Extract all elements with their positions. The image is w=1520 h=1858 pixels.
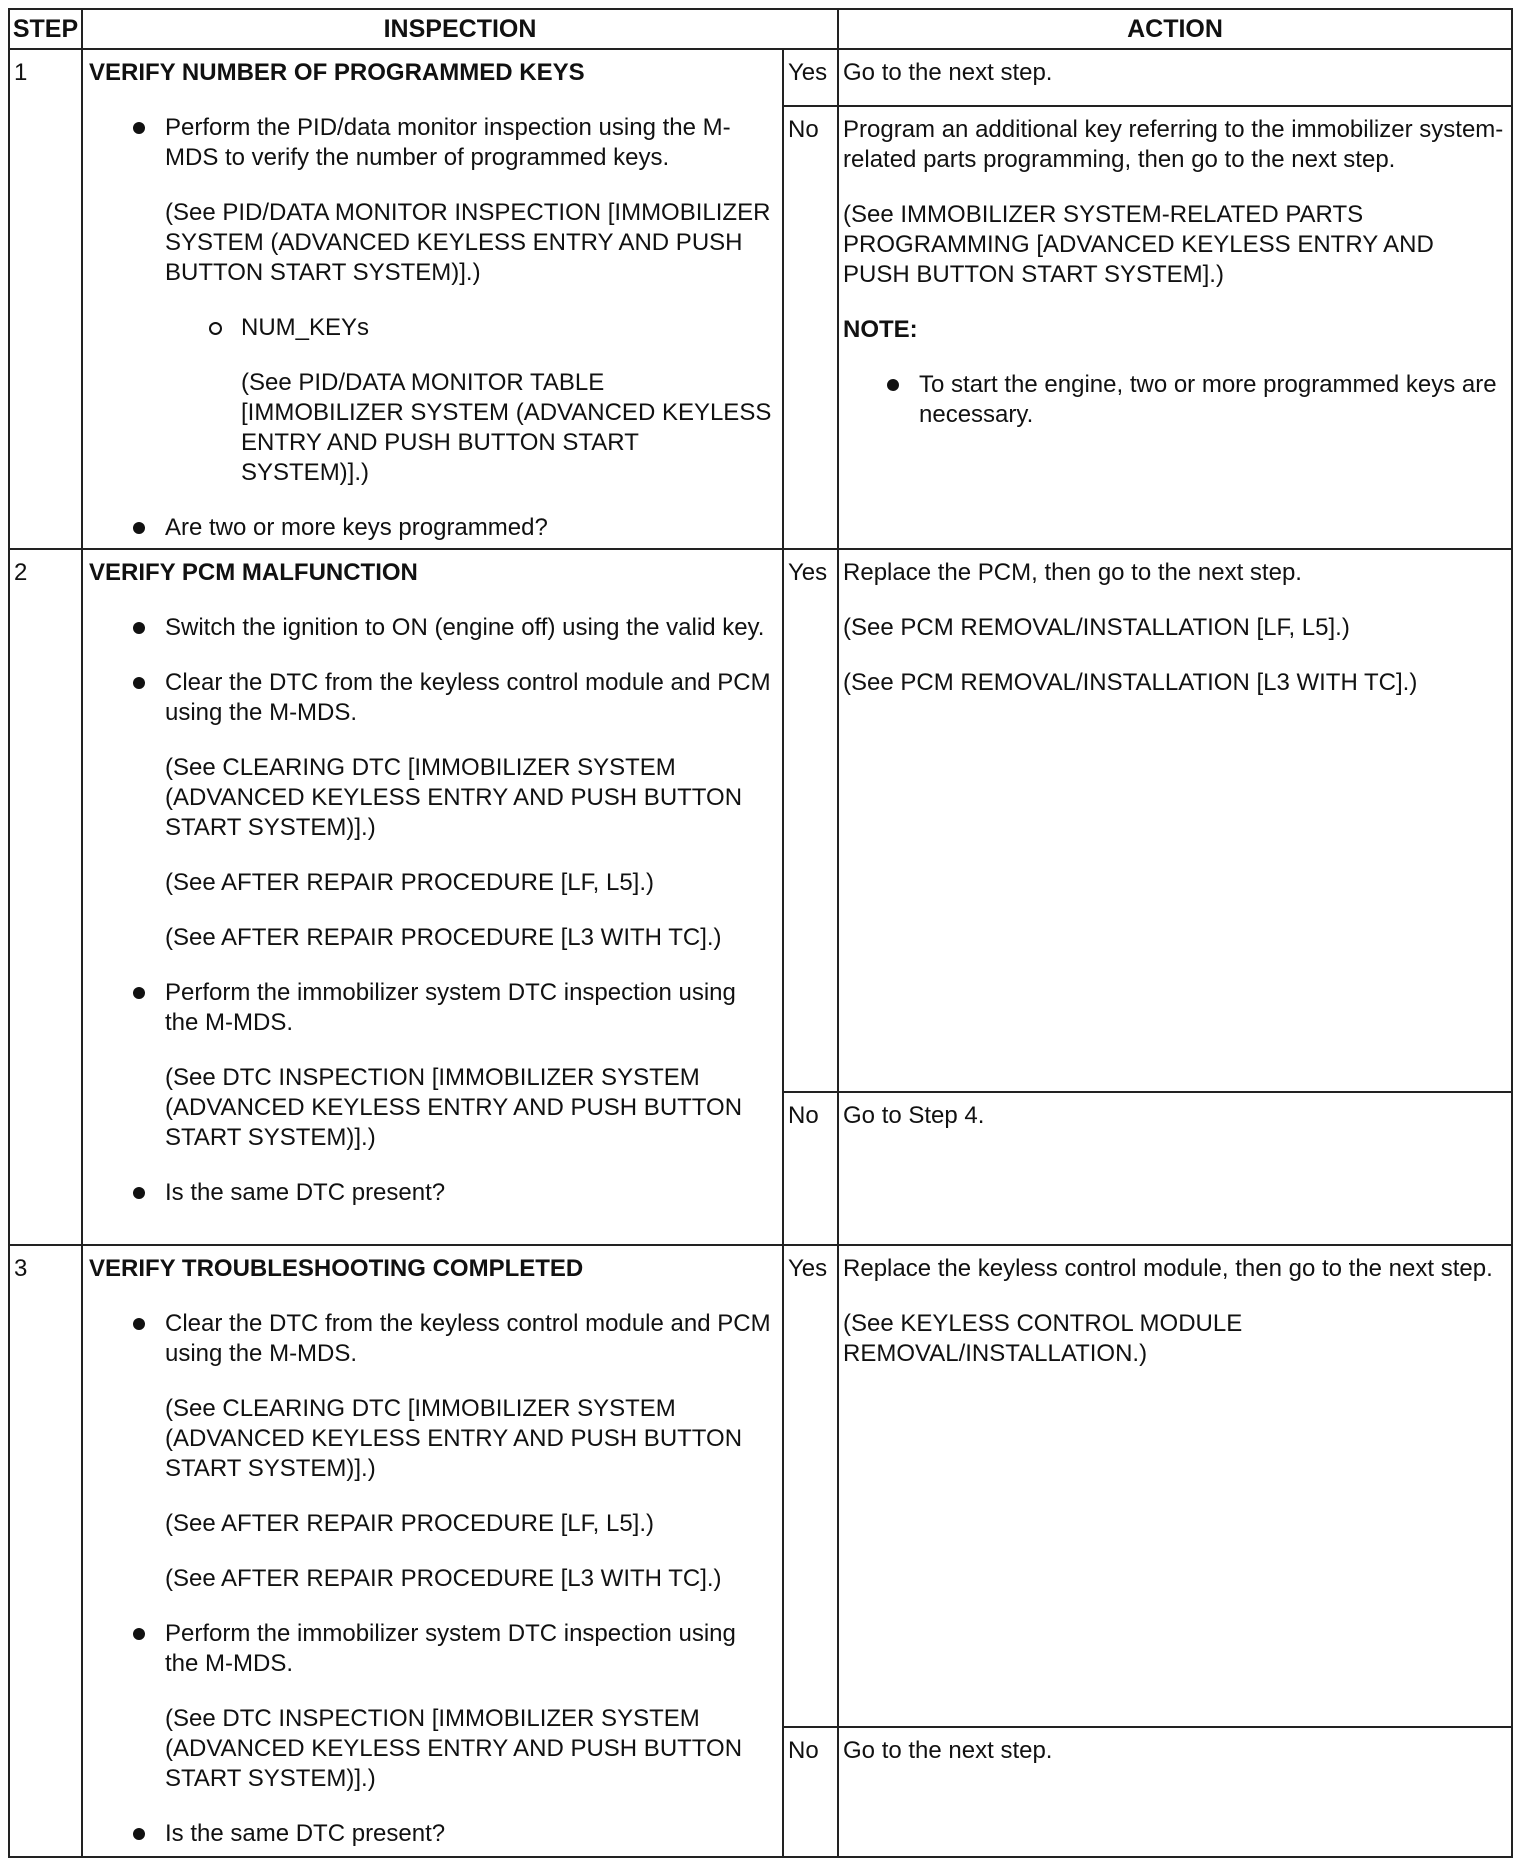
step2-bullet-2: Clear the DTC from the keyless control module and PCM using the M-MDS. [89,668,772,728]
step1-yes-row [9,49,1512,106]
step3-ref-3: (See AFTER REPAIR PROCEDURE [L3 WITH TC].) [165,1565,722,1592]
step3-number: 3 [9,1245,82,1857]
step1-no-text: Program an additional key referring to the immobilizer system-related parts programming, then go to the next step. [843,116,1504,173]
step3-ref-4: (See DTC INSPECTION [IMMOBILIZER SYSTEM (ADVANCED KEYLESS ENTRY AND PUSH BUTTON START SYSTEM)].) [165,1705,743,1792]
step2-yes-action [838,549,1512,1092]
step2-bullet-3: Perform the immobilizer system DTC inspection using the M-MDS. [89,978,772,1038]
step3-ref-1: (See CLEARING DTC [IMMOBILIZER SYSTEM (ADVANCED KEYLESS ENTRY AND PUSH BUTTON START SYSTEM)].) [165,1395,743,1482]
step1-number: 1 [9,49,82,549]
step3-ref-2: (See AFTER REPAIR PROCEDURE [LF, L5].) [165,1510,655,1537]
step3-title: VERIFY TROUBLESHOOTING COMPLETED [89,1255,584,1282]
step2-title: VERIFY PCM MALFUNCTION [89,559,418,586]
header-action: ACTION [838,9,1512,49]
header-step: STEP [9,9,82,49]
step1-no-label: No [783,106,838,549]
step2-no-action: Go to Step 4. [838,1092,1512,1245]
header-inspection: INSPECTION [82,9,838,49]
step3-yes-text: Replace the keyless control module, then go to the next step. [843,1255,1493,1282]
step2-inspection [82,549,783,1245]
step1-bullet-1: Perform the PID/data monitor inspection using the M-MDS to verify the number of programmed keys. [89,113,772,173]
header-row [9,9,1512,49]
step3-inspection [82,1245,783,1857]
step1-no-action [838,106,1512,549]
step2-ref-3: (See AFTER REPAIR PROCEDURE [L3 WITH TC].) [165,924,722,951]
step2-yes-text: Replace the PCM, then go to the next step. [843,559,1302,586]
step1-question: Are two or more keys programmed? [89,513,772,543]
step3-no-label: No [783,1727,838,1857]
step3-no-action: Go to the next step. [838,1727,1512,1857]
step1-title: VERIFY NUMBER OF PROGRAMMED KEYS [89,59,585,86]
step1-inspection [82,49,783,549]
step1-sub-bullet: NUM_KEYs [89,313,772,343]
step2-ref-1: (See CLEARING DTC [IMMOBILIZER SYSTEM (ADVANCED KEYLESS ENTRY AND PUSH BUTTON START SYSTEM)].) [165,754,743,841]
step2-yes-ref-2: (See PCM REMOVAL/INSTALLATION [L3 WITH TC].) [843,669,1418,696]
step2-yes-ref-1: (See PCM REMOVAL/INSTALLATION [LF, L5].) [843,614,1350,641]
step2-number: 2 [9,549,82,1245]
diagnostic-table [8,8,1513,1858]
step1-ref-2: (See PID/DATA MONITOR TABLE [IMMOBILIZER SYSTEM (ADVANCED KEYLESS ENTRY AND PUSH BUTTON START SYSTEM)].) [241,369,772,486]
step1-note-title: NOTE: [843,316,918,343]
step1-yes-action: Go to the next step. [838,49,1512,106]
step1-note-bullet: To start the engine, two or more programmed keys are necessary. [843,370,1505,430]
step3-bullet-1: Clear the DTC from the keyless control module and PCM using the M-MDS. [89,1309,772,1369]
step2-no-label: No [783,1092,838,1245]
step2-question: Is the same DTC present? [89,1178,772,1208]
step3-yes-label: Yes [783,1245,838,1727]
step2-yes-row [9,549,1512,1092]
step2-ref-2: (See AFTER REPAIR PROCEDURE [LF, L5].) [165,869,655,896]
step2-yes-label: Yes [783,549,838,1092]
step2-bullet-1: Switch the ignition to ON (engine off) using the valid key. [89,613,772,643]
step3-yes-action [838,1245,1512,1727]
step3-question: Is the same DTC present? [89,1819,772,1849]
step1-yes-label: Yes [783,49,838,106]
step1-no-ref: (See IMMOBILIZER SYSTEM-RELATED PARTS PROGRAMMING [ADVANCED KEYLESS ENTRY AND PUSH BUTTON START SYSTEM].) [843,201,1434,288]
step3-bullet-2: Perform the immobilizer system DTC inspection using the M-MDS. [89,1619,772,1679]
step2-ref-4: (See DTC INSPECTION [IMMOBILIZER SYSTEM (ADVANCED KEYLESS ENTRY AND PUSH BUTTON START SYSTEM)].) [165,1064,743,1151]
step3-yes-row [9,1245,1512,1727]
step1-ref-1: (See PID/DATA MONITOR INSPECTION [IMMOBILIZER SYSTEM (ADVANCED KEYLESS ENTRY AND PUSH BUTTON START SYSTEM)].) [165,199,771,286]
step3-yes-ref: (See KEYLESS CONTROL MODULE REMOVAL/INSTALLATION.) [843,1310,1243,1367]
